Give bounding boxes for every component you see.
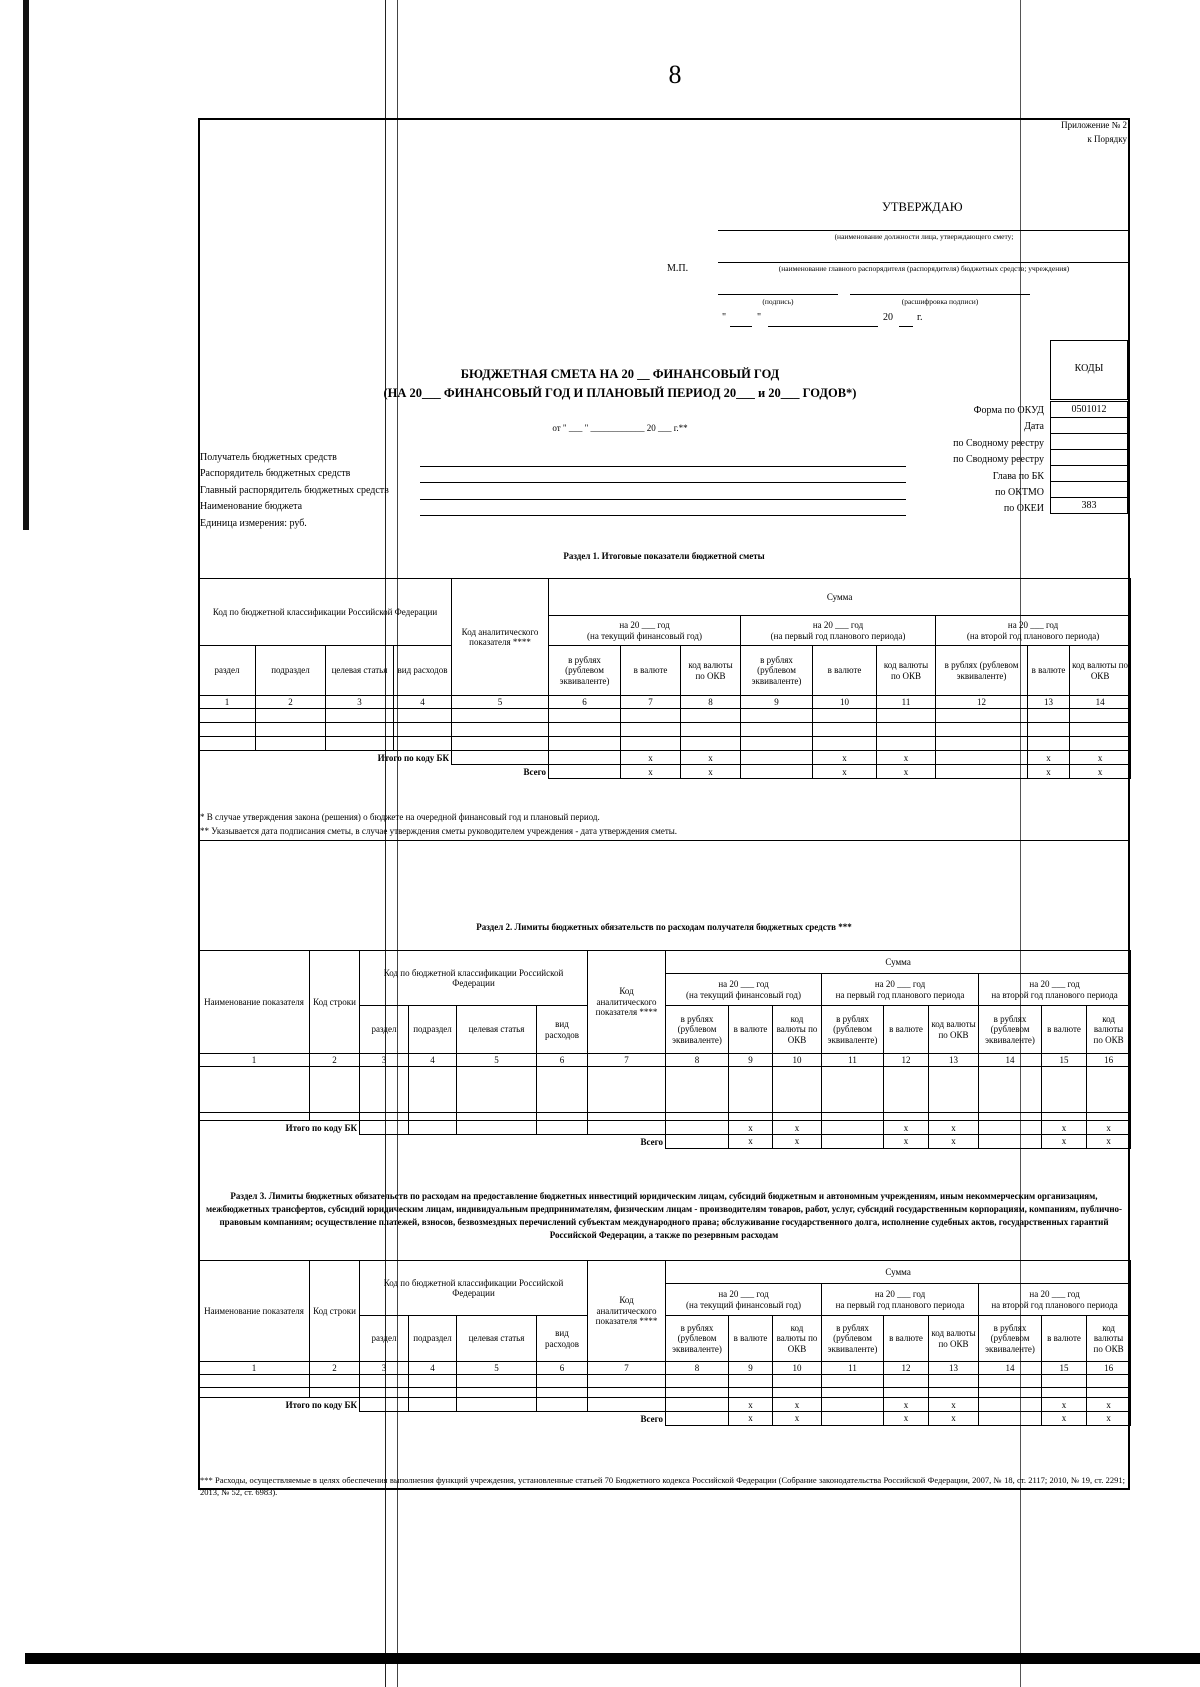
x-mark: x	[621, 765, 681, 779]
code-date	[1051, 418, 1128, 434]
s1-num: 10	[813, 696, 877, 709]
s1-num: 4	[394, 696, 452, 709]
s1-h-okv: код валюты по ОКВ	[681, 646, 741, 696]
chief-manager-field-line	[420, 499, 906, 500]
s2-h-vid: вид расходов	[537, 1006, 588, 1054]
signature-caption: (подпись)	[762, 297, 794, 306]
label-oktmo: по ОКТМО	[995, 487, 1044, 499]
s1-h-analytic: Код аналитического показателя ****	[452, 579, 549, 696]
s1-h-year2: на 20 ___ год (на первый год планового периода)	[741, 616, 936, 646]
s2-total-row	[199, 1135, 1131, 1148]
s3-h-okv: код валюты по ОКВ	[1087, 1316, 1131, 1362]
s3-num: 6	[537, 1362, 588, 1375]
s2-data-row	[199, 1067, 1131, 1113]
s1-h-classification: Код по бюджетной классификации Российской Федерации	[199, 579, 452, 646]
s1-h-razdel: раздел	[199, 646, 256, 696]
s1-h-year3: на 20 ___ год (на второй год планового периода)	[936, 616, 1131, 646]
stamp-place-label: М.П.	[667, 263, 689, 274]
s1-h-rub: в рублях (рублевом эквиваленте)	[741, 646, 813, 696]
s2-num: 4	[409, 1054, 457, 1067]
s3-num: 8	[666, 1362, 729, 1375]
label-registry-1: по Сводному реестру	[953, 437, 1044, 449]
s2-h-val: в валюте	[1042, 1006, 1087, 1054]
s1-num: 11	[877, 696, 936, 709]
s1-num: 9	[741, 696, 813, 709]
s2-num: 14	[979, 1054, 1042, 1067]
x-mark: x	[929, 1398, 979, 1412]
s3-num: 15	[1042, 1362, 1087, 1375]
x-mark: x	[773, 1412, 822, 1425]
s3-h-okv: код валюты по ОКВ	[929, 1316, 979, 1362]
appendix-line1: Приложение № 2	[1061, 120, 1127, 130]
approval-date-month-line	[768, 326, 878, 327]
codes-labels	[880, 403, 1044, 518]
s2-h-target: целевая статья	[457, 1006, 537, 1054]
code-oktmo	[1051, 482, 1128, 498]
s2-num: 2	[310, 1054, 360, 1067]
x-mark: x	[884, 1398, 929, 1412]
s3-num: 12	[884, 1362, 929, 1375]
s2-h-razdel: раздел	[360, 1006, 409, 1054]
x-mark: x	[729, 1135, 773, 1148]
s1-total-row	[199, 765, 1131, 779]
s3-num: 13	[929, 1362, 979, 1375]
s1-h-val: в валюте	[813, 646, 877, 696]
x-mark: x	[681, 765, 741, 779]
s3-number-row	[199, 1362, 1131, 1375]
x-mark: x	[729, 1412, 773, 1425]
s3-num: 11	[822, 1362, 884, 1375]
x-mark: x	[773, 1398, 822, 1412]
s1-h-rub: в рублях (рублевом эквиваленте)	[936, 646, 1028, 696]
s1-total-bk-row	[199, 751, 1131, 765]
signature-decode-caption: (расшифровка подписи)	[901, 297, 979, 306]
s2-h-podrazdel: подраздел	[409, 1006, 457, 1054]
s3-h-rub: в рублях (рублевом эквиваленте)	[666, 1316, 729, 1362]
s2-h-year2: на 20 ___ год на первый год планового периода	[822, 974, 979, 1006]
x-mark: x	[681, 751, 741, 765]
label-okei: по ОКЕИ	[1003, 503, 1044, 515]
appendix-line2: к Порядку	[1087, 134, 1127, 144]
codes-header: КОДЫ	[1074, 363, 1104, 374]
label-unit: Единица измерения: руб.	[200, 517, 307, 529]
s2-num: 1	[199, 1054, 310, 1067]
s2-num: 8	[666, 1054, 729, 1067]
s2-h-sum: Сумма	[666, 951, 1131, 974]
label-manager: Распорядитель бюджетных средств	[200, 468, 351, 480]
s2-num: 10	[773, 1054, 822, 1067]
s3-h-val: в валюте	[1042, 1316, 1087, 1362]
s1-num: 8	[681, 696, 741, 709]
signature-decode-line	[850, 294, 1030, 295]
scan-bottom-bar	[25, 1653, 1200, 1664]
s1-h-podrazdel: подраздел	[256, 646, 326, 696]
label-budget-name: Наименование бюджета	[200, 501, 303, 513]
s2-h-okv: код валюты по ОКВ	[1087, 1006, 1131, 1054]
approval-line	[718, 262, 1130, 263]
s2-num: 9	[729, 1054, 773, 1067]
section2-table	[198, 950, 1131, 1149]
footnote-1: * В случае утверждения закона (решения) о бюджете на очередной финансовый год и плановый период.	[200, 812, 600, 822]
x-mark: x	[929, 1135, 979, 1148]
approval-date-quote: "	[757, 312, 762, 323]
label-okud: Форма по ОКУД	[973, 405, 1044, 416]
s2-num: 6	[537, 1054, 588, 1067]
approval-title: УТВЕРЖДАЮ	[882, 200, 963, 214]
s3-total-row	[199, 1412, 1131, 1425]
x-mark: x	[1042, 1412, 1087, 1425]
s1-h-sum: Сумма	[549, 579, 1131, 616]
s3-h-razdel: раздел	[360, 1316, 409, 1362]
s3-h-val: в валюте	[729, 1316, 773, 1362]
s1-h-rub: в рублях (рублевом эквиваленте)	[549, 646, 621, 696]
s2-total-label: Всего	[640, 1136, 664, 1147]
s3-num: 16	[1087, 1362, 1131, 1375]
footnote-2: ** Указывается дата подписания сметы, в случае утверждения сметы руководителем учреждения - дата утверждения сметы.	[200, 826, 678, 836]
s1-data-row	[199, 737, 1131, 751]
x-mark: x	[884, 1135, 929, 1148]
s2-h-year3: на 20 ___ год на второй год планового периода	[979, 974, 1131, 1006]
s3-h-rub: в рублях (рублевом эквиваленте)	[979, 1316, 1042, 1362]
x-mark: x	[884, 1412, 929, 1425]
s1-num: 2	[256, 696, 326, 709]
s2-h-rub: в рублях (рублевом эквиваленте)	[822, 1006, 884, 1054]
manager-field-line	[420, 482, 906, 483]
code-registry-2	[1051, 450, 1128, 466]
label-bk-chapter: Глава по БК	[992, 470, 1044, 482]
s1-h-okv: код валюты по ОКВ	[1070, 646, 1131, 696]
s1-data-row	[199, 709, 1131, 723]
approval-line	[718, 230, 1130, 231]
label-registry-2: по Сводному реестру	[953, 454, 1044, 466]
s3-h-year3: на 20 ___ год на второй год планового периода	[979, 1284, 1131, 1316]
s2-num: 16	[1087, 1054, 1131, 1067]
s2-total-bk-label: Итого по коду БК	[285, 1122, 357, 1133]
x-mark: x	[813, 765, 877, 779]
s3-h-analytic: Код аналитического показателя ****	[588, 1261, 666, 1362]
x-mark: x	[1028, 765, 1070, 779]
s2-h-val: в валюте	[884, 1006, 929, 1054]
label-recipient: Получатель бюджетных средств	[200, 452, 337, 463]
x-mark: x	[813, 751, 877, 765]
s1-num: 1	[199, 696, 256, 709]
s3-h-line: Код строки	[310, 1261, 360, 1362]
s2-h-name: Наименование показателя	[199, 951, 310, 1054]
document-date: от " ___ " ____________ 20 ___ г.**	[552, 423, 688, 433]
x-mark: x	[773, 1135, 822, 1148]
signature-line	[718, 294, 838, 295]
x-mark: x	[1042, 1398, 1087, 1412]
section2-title: Раздел 2. Лимиты бюджетных обязательств по расходам получателя бюджетных средств ***	[476, 922, 852, 932]
x-mark: x	[1042, 1121, 1087, 1135]
document-title-period: (НА 20___ ФИНАНСОВЫЙ ГОД И ПЛАНОВЫЙ ПЕРИОД 20___ и 20___ ГОДОВ*)	[383, 386, 857, 400]
s3-h-okv: код валюты по ОКВ	[773, 1316, 822, 1362]
approval-caption-position: (наименование должности лица, утверждающего смету;	[834, 232, 1014, 241]
s2-h-line: Код строки	[310, 951, 360, 1054]
code-okei: 383	[1051, 498, 1128, 514]
s3-num: 1	[199, 1362, 310, 1375]
label-chief-manager: Главный распорядитель бюджетных средств	[200, 484, 389, 496]
s3-h-year2: на 20 ___ год на первый год планового периода	[822, 1284, 979, 1316]
s1-num: 14	[1070, 696, 1131, 709]
code-bk-chapter	[1051, 466, 1128, 482]
x-mark: x	[877, 751, 936, 765]
approval-date-quote: "	[722, 312, 727, 323]
s1-num: 7	[621, 696, 681, 709]
s3-num: 10	[773, 1362, 822, 1375]
x-mark: x	[929, 1121, 979, 1135]
x-mark: x	[729, 1398, 773, 1412]
page-number: 8	[668, 60, 682, 89]
s2-number-row	[199, 1054, 1131, 1067]
section3-table	[198, 1260, 1131, 1426]
s3-num: 14	[979, 1362, 1042, 1375]
s1-number-row	[199, 696, 1131, 709]
s1-h-vid: вид расходов	[394, 646, 452, 696]
s2-h-rub: в рублях (рублевом эквиваленте)	[979, 1006, 1042, 1054]
s3-data-row	[199, 1388, 1131, 1398]
s3-h-classification: Код по бюджетной классификации Российской Федерации	[360, 1261, 588, 1316]
approval-date-year-line	[899, 326, 913, 327]
s2-h-okv: код валюты по ОКВ	[929, 1006, 979, 1054]
s3-num: 9	[729, 1362, 773, 1375]
s1-num: 5	[452, 696, 549, 709]
s2-num: 5	[457, 1054, 537, 1067]
s3-h-podrazdel: подраздел	[409, 1316, 457, 1362]
s1-h-okv: код валюты по ОКВ	[877, 646, 936, 696]
x-mark: x	[929, 1412, 979, 1425]
s3-total-bk-row	[199, 1398, 1131, 1412]
s2-h-analytic: Код аналитического показателя ****	[588, 951, 666, 1054]
s2-num: 7	[588, 1054, 666, 1067]
budget-name-field-line	[420, 515, 906, 516]
s3-h-val: в валюте	[884, 1316, 929, 1362]
x-mark: x	[1070, 751, 1131, 765]
x-mark: x	[1087, 1398, 1131, 1412]
recipient-labels	[200, 450, 430, 532]
s3-h-year1: на 20 ___ год (на текущий финансовый год)	[666, 1284, 822, 1316]
s3-h-rub: в рублях (рублевом эквиваленте)	[822, 1316, 884, 1362]
x-mark: x	[877, 765, 936, 779]
s3-num: 2	[310, 1362, 360, 1375]
s1-h-year1: на 20 ___ год (на текущий финансовый год)	[549, 616, 741, 646]
s2-total-bk-row	[199, 1121, 1131, 1135]
s2-h-year1: на 20 ___ год (на текущий финансовый год)	[666, 974, 822, 1006]
x-mark: x	[1070, 765, 1131, 779]
s1-data-row	[199, 723, 1131, 737]
x-mark: x	[1087, 1135, 1131, 1148]
footnote-3: *** Расходы, осуществляемые в целях обеспечения выполнения функций учреждения, установленные статьей 70 Бюджетного кодекса Российской Федерации (Собрание законодательства Российской Федерации, 2007, № 18, ст. 2117; 2010, № 19, ст. 2291; 2013, № 52, ст. 6983).	[200, 1475, 1125, 1497]
s1-num: 6	[549, 696, 621, 709]
s3-data-row	[199, 1375, 1131, 1388]
s1-num: 3	[326, 696, 394, 709]
s1-total-label: Всего	[523, 766, 547, 777]
s1-h-val: в валюте	[1028, 646, 1070, 696]
approval-caption-org: (наименование главного распорядителя (распорядителя) бюджетных средств; учреждения)	[778, 264, 1070, 273]
codes-header-box	[1050, 340, 1128, 400]
section1-table	[198, 578, 1131, 779]
code-registry-1	[1051, 434, 1128, 450]
s2-num: 13	[929, 1054, 979, 1067]
s3-h-vid: вид расходов	[537, 1316, 588, 1362]
approval-date-g: г.	[917, 312, 923, 323]
s1-total-bk-label: Итого по коду БК	[377, 752, 450, 763]
s2-h-classification: Код по бюджетной классификации Российской Федерации	[360, 951, 588, 1006]
s1-h-target: целевая статья	[326, 646, 394, 696]
s2-data-row	[199, 1113, 1131, 1121]
x-mark: x	[621, 751, 681, 765]
s1-h-val: в валюте	[621, 646, 681, 696]
s2-num: 11	[822, 1054, 884, 1067]
codes-table	[1050, 401, 1128, 514]
x-mark: x	[1087, 1412, 1131, 1425]
s3-h-target: целевая статья	[457, 1316, 537, 1362]
s2-num: 15	[1042, 1054, 1087, 1067]
approval-date-year: 20	[883, 312, 893, 323]
x-mark: x	[1042, 1135, 1087, 1148]
s1-num: 13	[1028, 696, 1070, 709]
x-mark: x	[1028, 751, 1070, 765]
s3-num: 4	[409, 1362, 457, 1375]
x-mark: x	[884, 1121, 929, 1135]
code-okud: 0501012	[1051, 402, 1128, 418]
x-mark: x	[1087, 1121, 1131, 1135]
s3-total-bk-label: Итого по коду БК	[285, 1399, 357, 1410]
section1-title: Раздел 1. Итоговые показатели бюджетной сметы	[563, 551, 765, 561]
s1-num: 12	[936, 696, 1028, 709]
s2-num: 3	[360, 1054, 409, 1067]
s2-h-val: в валюте	[729, 1006, 773, 1054]
s3-h-sum: Сумма	[666, 1261, 1131, 1284]
recipient-field-line	[420, 466, 906, 467]
s3-num: 5	[457, 1362, 537, 1375]
s2-num: 12	[884, 1054, 929, 1067]
s3-num: 7	[588, 1362, 666, 1375]
s2-h-rub: в рублях (рублевом эквиваленте)	[666, 1006, 729, 1054]
document-title: БЮДЖЕТНАЯ СМЕТА НА 20 __ ФИНАНСОВЫЙ ГОД	[460, 367, 780, 381]
section3-title: Раздел 3. Лимиты бюджетных обязательств по расходам на предоставление бюджетных инвестиций юридическим лицам, субсидий бюджетным и автономным учреждениям, иным некоммерческим организациям, межбюджетных трансфертов, субсидий юридическим лицам, индивидуальным предпринимателям, физическим лицам - производителям товаров, работ, услуг, субсидий государственным корпорациям, компаниям, публично-правовым компаниям; осуществление платежей, взносов, безвозмездных перечислений субъектам международного права; обслуживание государственного долга, исполнение судебных актов, государственных гарантий Российской Федерации, а также по резервным расходам	[205, 1191, 1123, 1240]
label-date: Дата	[1024, 421, 1044, 433]
x-mark: x	[773, 1121, 822, 1135]
s2-h-okv: код валюты по ОКВ	[773, 1006, 822, 1054]
s3-h-name: Наименование показателя	[199, 1261, 310, 1362]
footnote-separator	[198, 840, 1130, 841]
approval-date-day-line	[730, 326, 752, 327]
s3-num: 3	[360, 1362, 409, 1375]
s3-total-label: Всего	[640, 1413, 664, 1424]
x-mark: x	[729, 1121, 773, 1135]
